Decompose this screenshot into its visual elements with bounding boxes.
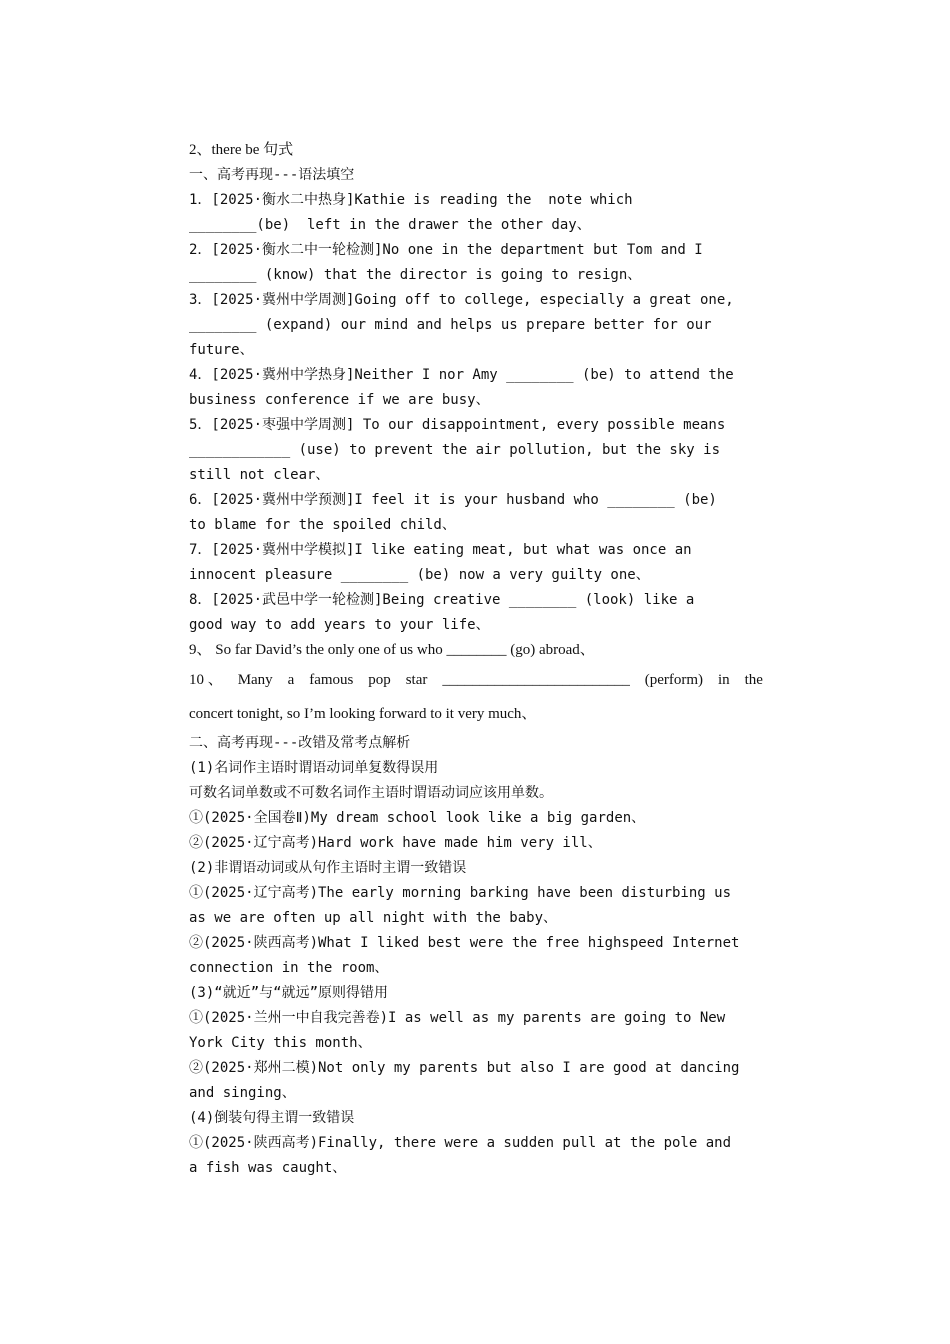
question-10-word: in: [717, 672, 730, 688]
text-line: ________ (know) that the director is going to resign、: [189, 267, 642, 283]
text-line: (4)倒装句得主谓一致错误: [189, 1110, 355, 1126]
text-line: ①(2025·全国卷Ⅱ)My dream school look like a big garden、: [189, 810, 646, 826]
text-line: a fish was caught、: [189, 1160, 347, 1176]
text-line: ①(2025·辽宁高考)The early morning barking have been disturbing us: [189, 885, 732, 901]
question-10-word: Many: [237, 672, 273, 688]
text-line: (1)名词作主语时谓语动词单复数得误用: [189, 760, 439, 776]
text-line: 8．[2025·武邑中学一轮检测]Being creative ________ (look) like a: [189, 592, 695, 608]
text-line: ②(2025·郑州二模)Not only my parents but also I are good at dancing: [189, 1060, 740, 1076]
text-line: and singing、: [189, 1085, 296, 1101]
text-line: 5．[2025·枣强中学周测] To our disappointment, every possible means: [189, 417, 726, 433]
section-1-title: 一、高考再现---语法填空: [189, 167, 355, 183]
question-10-word: pop: [368, 672, 391, 688]
text-line: ①(2025·兰州一中自我完善卷)I as well as my parents are going to New: [189, 1010, 726, 1026]
text-line: ________ (expand) our mind and helps us prepare better for our: [189, 317, 712, 333]
question-10-word: star: [405, 672, 428, 688]
question-10-blank: _________________________: [442, 672, 630, 688]
text-line: still not clear、: [189, 467, 330, 483]
text-line: 3．[2025·冀州中学周测]Going off to college, especially a great one,: [189, 292, 734, 308]
text-line: ①(2025·陕西高考)Finally, there were a sudden pull at the pole and: [189, 1135, 732, 1151]
question-10-word: famous: [309, 672, 354, 688]
question-10-continuation: concert tonight, so I’m looking forward to it very much、: [189, 706, 537, 722]
text-line: ____________ (use) to prevent the air pollution, but the sky is: [189, 442, 721, 458]
text-line: 可数名词单数或不可数名词作主语时谓语动词应该用单数。: [189, 785, 553, 801]
document-heading: 2、there be 句式: [189, 142, 294, 158]
question-9: 9、 So far David’s the only one of us who ________ (go) abroad、: [189, 642, 595, 658]
question-10-word: the: [744, 672, 763, 688]
text-line: 4．[2025·冀州中学热身]Neither I nor Amy ________ (be) to attend the: [189, 367, 734, 383]
text-line: 1．[2025·衡水二中热身]Kathie is reading the note which: [189, 192, 633, 208]
text-line: future、: [189, 342, 254, 358]
document-page: [189, 138, 763, 1181]
section-1-questions: [189, 188, 763, 731]
text-line: (2)非谓语动词或从句作主语时主谓一致错误: [189, 860, 467, 876]
text-line: business conference if we are busy、: [189, 392, 490, 408]
section-2-content: [189, 756, 763, 1181]
text-line: ________(be) left in the drawer the other day、: [189, 217, 591, 233]
text-line: good way to add years to your life、: [189, 617, 490, 633]
text-line: 7．[2025·冀州中学模拟]I like eating meat, but what was once an: [189, 542, 692, 558]
text-line: York City this month、: [189, 1035, 372, 1051]
text-line: ②(2025·陕西高考)What I liked best were the free highspeed Internet: [189, 935, 740, 951]
text-line: 6．[2025·冀州中学预测]I feel it is your husband who ________ (be): [189, 492, 717, 508]
text-line: 2．[2025·衡水二中一轮检测]No one in the department but Tom and I: [189, 242, 703, 258]
question-10-word: (perform): [644, 672, 704, 688]
section-2-title: 二、高考再现---改错及常考点解析: [189, 735, 411, 751]
text-line: (3)“就近”与“就远”原则得错用: [189, 985, 389, 1001]
text-line: connection in the room、: [189, 960, 389, 976]
question-10-word: a: [287, 672, 295, 688]
text-line: innocent pleasure ________ (be) now a very guilty one、: [189, 567, 650, 583]
text-line: ②(2025·辽宁高考)Hard work have made him very ill、: [189, 835, 602, 851]
question-10-word: 10 、: [189, 672, 223, 688]
question-10: [189, 663, 763, 697]
text-line: to blame for the spoiled child、: [189, 517, 456, 533]
text-line: as we are often up all night with the baby、: [189, 910, 558, 926]
